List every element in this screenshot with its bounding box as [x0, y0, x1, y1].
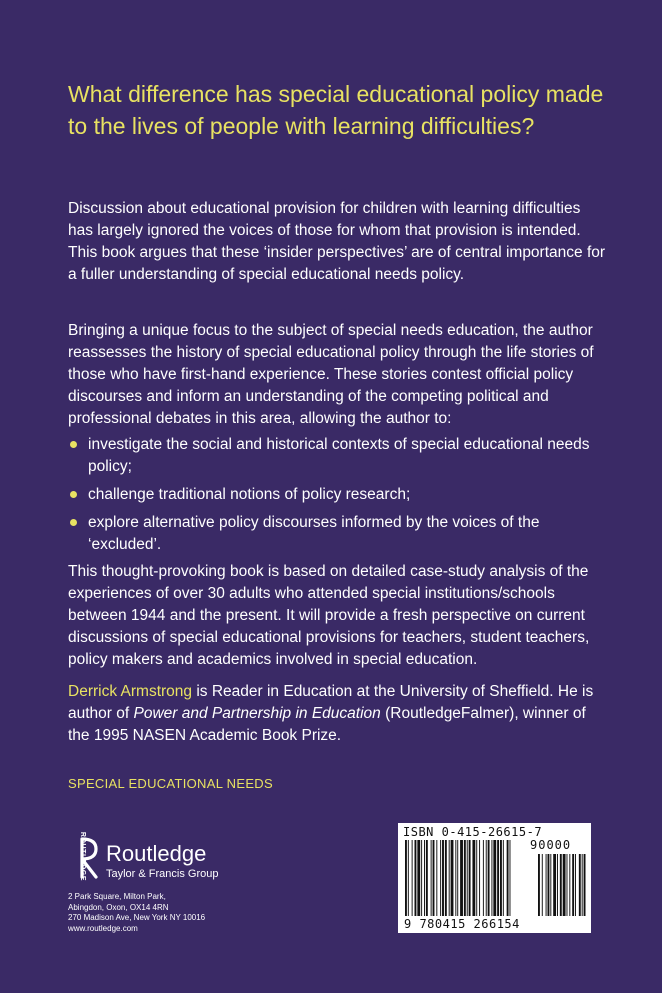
barcode-bar	[488, 840, 490, 916]
barcode-bar	[417, 840, 420, 916]
barcode-bar	[405, 840, 407, 916]
barcode-addon-bar	[542, 854, 543, 916]
barcode-bar	[445, 840, 447, 916]
description-paragraph-2: Bringing a unique focus to the subject of special needs education, the author reassesses the history of special educational policy through the life stories of those who have first-hand experience. These stories contest official policy discourses and inform an understanding of the competing political and professional debates in this area, allowing the author to:	[68, 322, 594, 427]
address-line: 270 Madison Ave, New York NY 10016	[68, 913, 206, 922]
publisher-name: Routledge	[106, 841, 207, 866]
barcode-bar	[476, 840, 477, 916]
description-paragraph-3: This thought-provoking book is based on detailed case-study analysis of the experiences of over 30 adults who attended special institutions/schools between 1944 and the present. It will provide a fresh perspective on current discussions of special educational provisions for teachers, student teachers, policy makers and academics involved in special education.	[68, 563, 590, 668]
barcode-addon-bar	[582, 854, 583, 916]
bullet-icon	[70, 441, 77, 448]
barcode-bar	[431, 840, 432, 916]
barcode-addon-bar	[538, 854, 540, 916]
barcode-bar	[479, 840, 480, 916]
author-bio-text-1: is Reader in Education at the University of Sheffield. He is author of	[68, 683, 594, 722]
address-line: 2 Park Square, Milton Park,	[68, 892, 166, 901]
address-line: www.routledge.com	[68, 923, 138, 933]
address-line: Abingdon, Oxon, OX14 4RN	[68, 902, 169, 912]
barcode-addon-bar	[584, 854, 586, 916]
author-bio-text-2: (RoutledgeFalmer), winner of the 1995 NASEN Academic Book Prize.	[68, 705, 586, 744]
barcode-addon-bar	[575, 854, 576, 916]
barcode-addon-bar	[569, 854, 570, 916]
barcode-addon-bar	[546, 854, 547, 916]
bullet-list	[68, 434, 608, 562]
list-item	[68, 434, 608, 478]
barcode-bar	[467, 840, 468, 916]
barcode-bar	[451, 840, 454, 916]
headline: What difference has special educational policy made to the lives of people with learning difficulties?	[68, 81, 604, 139]
barcode-bar	[497, 840, 499, 916]
bullet-icon	[70, 491, 77, 498]
isbn-label: ISBN 0-415-26615-7	[403, 825, 543, 839]
author-bio	[68, 681, 608, 747]
barcode-bars	[404, 840, 586, 918]
barcode-bar	[412, 840, 413, 916]
barcode-addon-bar	[567, 854, 568, 916]
publisher-vertical-label: ROUTLEDGE	[79, 831, 87, 882]
barcode-bar	[440, 840, 441, 916]
bullet-icon	[70, 519, 77, 526]
barcode-bar	[503, 840, 504, 916]
ean-number: 9 780415 266154	[404, 917, 520, 931]
description-paragraph-1: Discussion about educational provision for children with learning difficulties has largely ignored the voices of those for whom that provision is intended. This book argues that these ‘insider perspectives’ are of central importance for a fuller understanding of special educational needs policy.	[68, 200, 606, 283]
publisher-address	[68, 892, 268, 934]
barcode-addon-bar	[548, 854, 550, 916]
publisher-group: Taylor & Francis Group	[106, 868, 219, 880]
price-code: 90000	[530, 838, 572, 852]
barcode-bar	[469, 840, 471, 916]
barcode-bar	[500, 840, 502, 916]
list-item	[68, 484, 608, 506]
barcode-bar	[510, 840, 511, 916]
list-item	[68, 512, 608, 556]
barcode-bar	[472, 840, 475, 916]
bullet-text: explore alternative policy discourses informed by the voices of the ‘excluded’.	[88, 514, 540, 553]
barcode-bar	[486, 840, 487, 916]
barcode-bar	[433, 840, 435, 916]
author-book-title: Power and Partnership in Education	[133, 705, 381, 722]
barcode-bar	[421, 840, 422, 916]
barcode-addon-bar	[560, 854, 562, 916]
barcode-addon-bar	[557, 854, 558, 916]
barcode-bar	[491, 840, 492, 916]
barcode-bar	[449, 840, 450, 916]
barcode-bar	[408, 840, 409, 916]
bullet-text: challenge traditional notions of policy research;	[88, 486, 411, 503]
barcode-bar	[424, 840, 425, 916]
barcode-bar	[493, 840, 496, 916]
barcode-bar	[436, 840, 437, 916]
bullet-text: investigate the social and historical contexts of special educational needs policy;	[88, 436, 590, 475]
barcode-addon-bar	[563, 854, 566, 916]
author-name: Derrick Armstrong	[68, 683, 193, 700]
series-label: SPECIAL EDUCATIONAL NEEDS	[68, 776, 273, 791]
barcode-bar	[455, 840, 456, 916]
isbn-barcode	[398, 823, 591, 933]
barcode-bar	[507, 840, 509, 916]
barcode-bar	[426, 840, 428, 916]
barcode-bar	[483, 840, 484, 916]
barcode-addon-bar	[572, 854, 574, 916]
barcode-addon-bar	[553, 854, 556, 916]
barcode-addon-bar	[579, 854, 581, 916]
barcode-bar	[442, 840, 444, 916]
barcode-bar	[457, 840, 458, 916]
barcode-addon-bar	[550, 854, 551, 916]
barcode-bar	[460, 840, 463, 916]
publisher-logo	[68, 831, 268, 883]
barcode-bar	[415, 840, 417, 916]
barcode-bar	[464, 840, 466, 916]
